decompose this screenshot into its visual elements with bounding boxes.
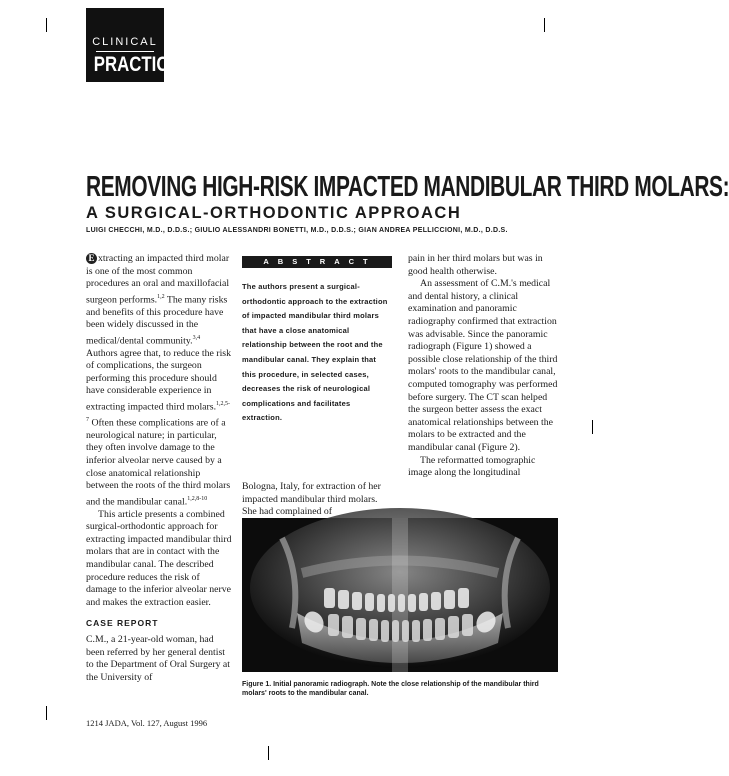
- body-column-1: [86, 253, 232, 684]
- body-column-3: [408, 253, 558, 480]
- crop-mark-top: [46, 18, 47, 32]
- page-footer: 1214 JADA, Vol. 127, August 1996: [86, 718, 208, 728]
- body-paragraph: Bologna, Italy, for extraction of her impacted mandibular third molars. She had complained of: [242, 481, 381, 518]
- section-badge: [86, 8, 180, 82]
- panoramic-radiograph-image: [242, 518, 558, 672]
- section-label-practice: PRACTICE: [93, 53, 180, 76]
- article-subtitle: A SURGICAL-ORTHODONTIC APPROACH: [86, 204, 462, 222]
- figure-caption: Figure 1. Initial panoramic radiograph. Note the close relationship of the mandibular third molars' roots to the mandibular canal.: [242, 681, 539, 697]
- body-paragraph: pain in her third molars but was in good health otherwise.: [408, 253, 543, 277]
- crop-mark-left-bottom: [46, 706, 47, 720]
- reference-marker: 1,2,8-10: [187, 495, 208, 502]
- body-paragraph: This article presents a combined surgical-orthodontic approach for extracting impacted mandibular third molars that are in contact with the mandibular canal. The described procedure reduces the risk of damage to the inferior alveolar nerve and makes the extraction easier.: [86, 508, 232, 608]
- reference-marker: 1,2: [157, 293, 165, 300]
- body-paragraph: C.M., a 21-year-old woman, had been referred by her general dentist to the Department of Oral Surgery at the University of: [86, 633, 231, 683]
- badge-divider: [96, 51, 154, 52]
- crop-mark-top-right: [544, 18, 545, 32]
- body-paragraph: An assessment of C.M.'s medical and dental history, a clinical examination and panoramic radiography confirmed that extraction was advisable. Since the panoramic radiograph (Figure 1) showed a possible close relationship of the third molars' roots to the mandibular canal, computed tomography was performed before surgery. The CT scan helped the surgeon better assess the exact anatomical relationships between the molars to be extracted and the mandibular canal (Figure 2).: [408, 278, 558, 453]
- reference-marker: 1,2,5-7: [86, 401, 231, 423]
- article-title: REMOVING HIGH-RISK IMPACTED MANDIBULAR THIRD MOLARS:: [86, 171, 729, 203]
- drop-cap: E: [86, 253, 97, 264]
- abstract-text: The authors present a surgical-orthodontic approach to the extraction of impacted mandibular third molars that have a close anatomical relationship between the root and the mandibular canal. They explain that this procedure, in selected cases, decreases the risk of neurological complications and facilitates extraction.: [242, 282, 388, 423]
- crop-mark-bottom: [268, 746, 269, 760]
- body-paragraph: The reformatted tomographic image along the longitudinal: [408, 454, 536, 479]
- section-label-clinical: CLINICAL: [92, 36, 158, 48]
- abstract-heading: ABSTRACT: [242, 256, 392, 268]
- article-authors: LUIGI CHECCHI, M.D., D.D.S.; GIULIO ALESSANDRI BONETTI, M.D., D.D.S.; GIAN ANDREA PELLICCIONI, M.D., D.D.S.: [86, 227, 508, 234]
- crop-mark-right: [592, 420, 593, 434]
- abstract-box: [242, 256, 392, 426]
- intro-paragraph: E xtracting an impacted third molar is one of the most common procedures an oral and maxillofacial surgeon performs.$^{1,2}$ The many risks and benefits of this procedure have been widely discussed in the medical/dental community.$^{3,4}$ Authors agree that, to reduce the risk of complications, the surgeon performing this procedure should have considerable experience in extracting impacted third molars.$^{1,2,5-7}$ Often these complications are of a neurological nature; in particular, they often involve damage to the inferior alveolar nerve caused by a close anatomical relationship between the roots of the third molars and the mandibular canal.$^{1,2,8-10}$: [86, 253, 231, 508]
- case-report-heading: CASE REPORT: [86, 618, 159, 629]
- reference-marker: 3,4: [192, 334, 201, 341]
- radiograph-illustration: [242, 518, 558, 672]
